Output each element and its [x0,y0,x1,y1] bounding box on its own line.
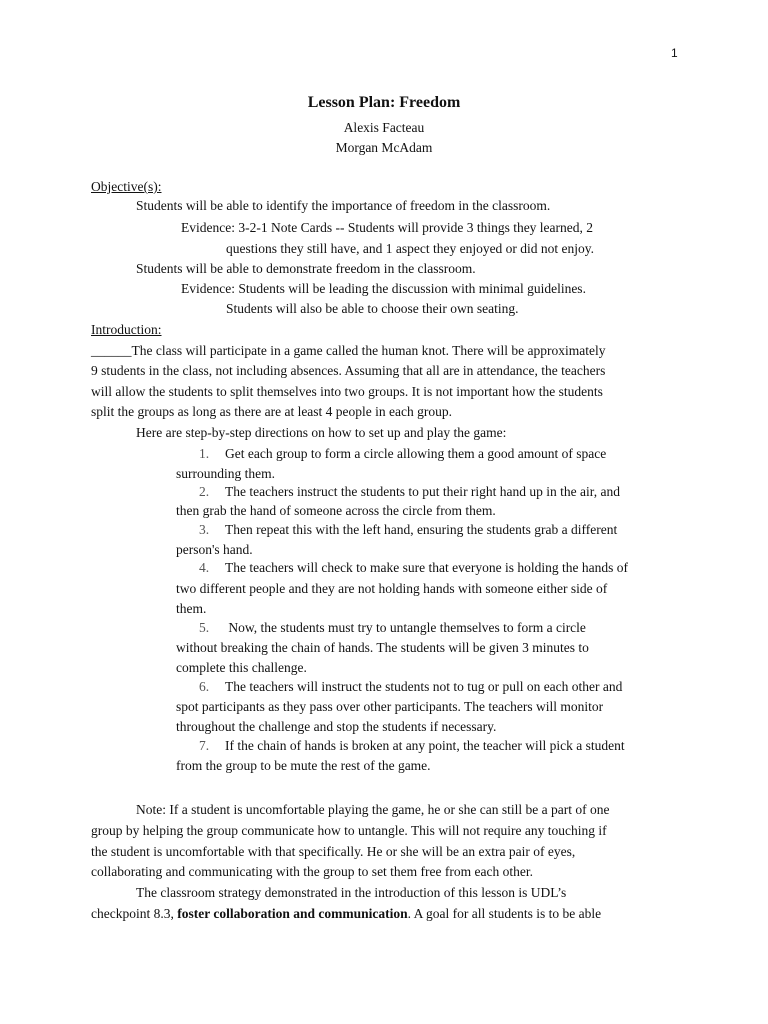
list-item-cont: throughout the challenge and stop the students if necessary. [176,719,497,734]
list-item-number: 7. If the chain of hands is broken at any point, the teacher will pick a student [199,738,625,753]
note-paragraph-line: the student is uncomfortable with that specifically. He or she will be an extra pair of eyes, [91,844,576,859]
intro-paragraph-line: split the groups as long as there are at least 4 people in each group. [91,404,453,419]
strategy-paragraph-line: The classroom strategy demonstrated in the introduction of this lesson is UDL’s [136,885,567,900]
list-item-cont: from the group to be mute the rest of the game. [176,758,431,773]
bold-phrase: foster collaboration and communication [177,906,408,921]
list-item-cont: them. [176,601,207,616]
note-paragraph-line: group by helping the group communicate how to untangle. This will not require any touching if [91,823,607,838]
list-item-cont: spot participants as they pass over other participants. The teachers will monitor [176,699,604,714]
list-item-cont: without breaking the chain of hands. The students will be given 3 minutes to [176,640,589,655]
list-item-cont: person's hand. [176,542,253,557]
intro-paragraph-line: will allow the students to split themselves into two groups. It is not important how the students [91,384,603,399]
evidence-1-cont: questions they still have, and 1 aspect they enjoyed or did not enjoy. [226,241,595,256]
objective-1: Students will be able to identify the importance of freedom in the classroom. [136,198,551,213]
introduction-heading: Introduction: [91,322,162,337]
intro-paragraph-line: 9 students in the class, not including absences. Assuming that all are in attendance, the teachers [91,363,606,378]
note-paragraph-line: Note: If a student is uncomfortable playing the game, he or she can still be a part of one [136,802,610,817]
page-number: 1 [671,46,678,60]
intro-text: The class will participate in a game called the human knot. There will be approximately [131,343,606,358]
list-item-number: 3. Then repeat this with the left hand, ensuring the students grab a different [199,522,618,537]
objective-2: Students will be able to demonstrate freedom in the classroom. [136,261,476,276]
strategy-paragraph-line: checkpoint 8.3, foster collaboration and communication. A goal for all students is to be able [91,906,602,921]
document-title: Lesson Plan: Freedom [307,94,461,111]
list-item-number: 2. The teachers instruct the students to put their right hand up in the air, and [199,484,620,499]
indent-blank: ______ [91,343,132,358]
steps-intro: Here are step-by-step directions on how to set up and play the game: [136,425,507,440]
list-item-number: 1. Get each group to form a circle allowing them a good amount of space [199,446,607,461]
list-item-number: 5. Now, the students must try to untangle themselves to form a circle [199,620,586,635]
author-name: Morgan McAdam [335,140,433,155]
list-item-number: 4. The teachers will check to make sure that everyone is holding the hands of [199,560,628,575]
list-item-cont: then grab the hand of someone across the circle from them. [176,503,496,518]
author-name: Alexis Facteau [343,120,425,135]
evidence-2: Evidence: Students will be leading the discussion with minimal guidelines. [181,281,586,296]
evidence-2-cont: Students will also be able to choose their own seating. [226,301,519,316]
intro-paragraph-line [91,341,605,361]
list-item-number: 6. The teachers will instruct the students not to tug or pull on each other and [199,679,623,694]
evidence-1: Evidence: 3-2-1 Note Cards -- Students will provide 3 things they learned, 2 [181,220,594,235]
list-item-cont: two different people and they are not holding hands with someone either side of [176,581,608,596]
list-item-cont: surrounding them. [176,466,275,481]
objectives-heading: Objective(s): [91,179,162,194]
note-paragraph-line: collaborating and communicating with the group to set them free from each other. [91,864,533,879]
list-item-cont: complete this challenge. [176,660,307,675]
